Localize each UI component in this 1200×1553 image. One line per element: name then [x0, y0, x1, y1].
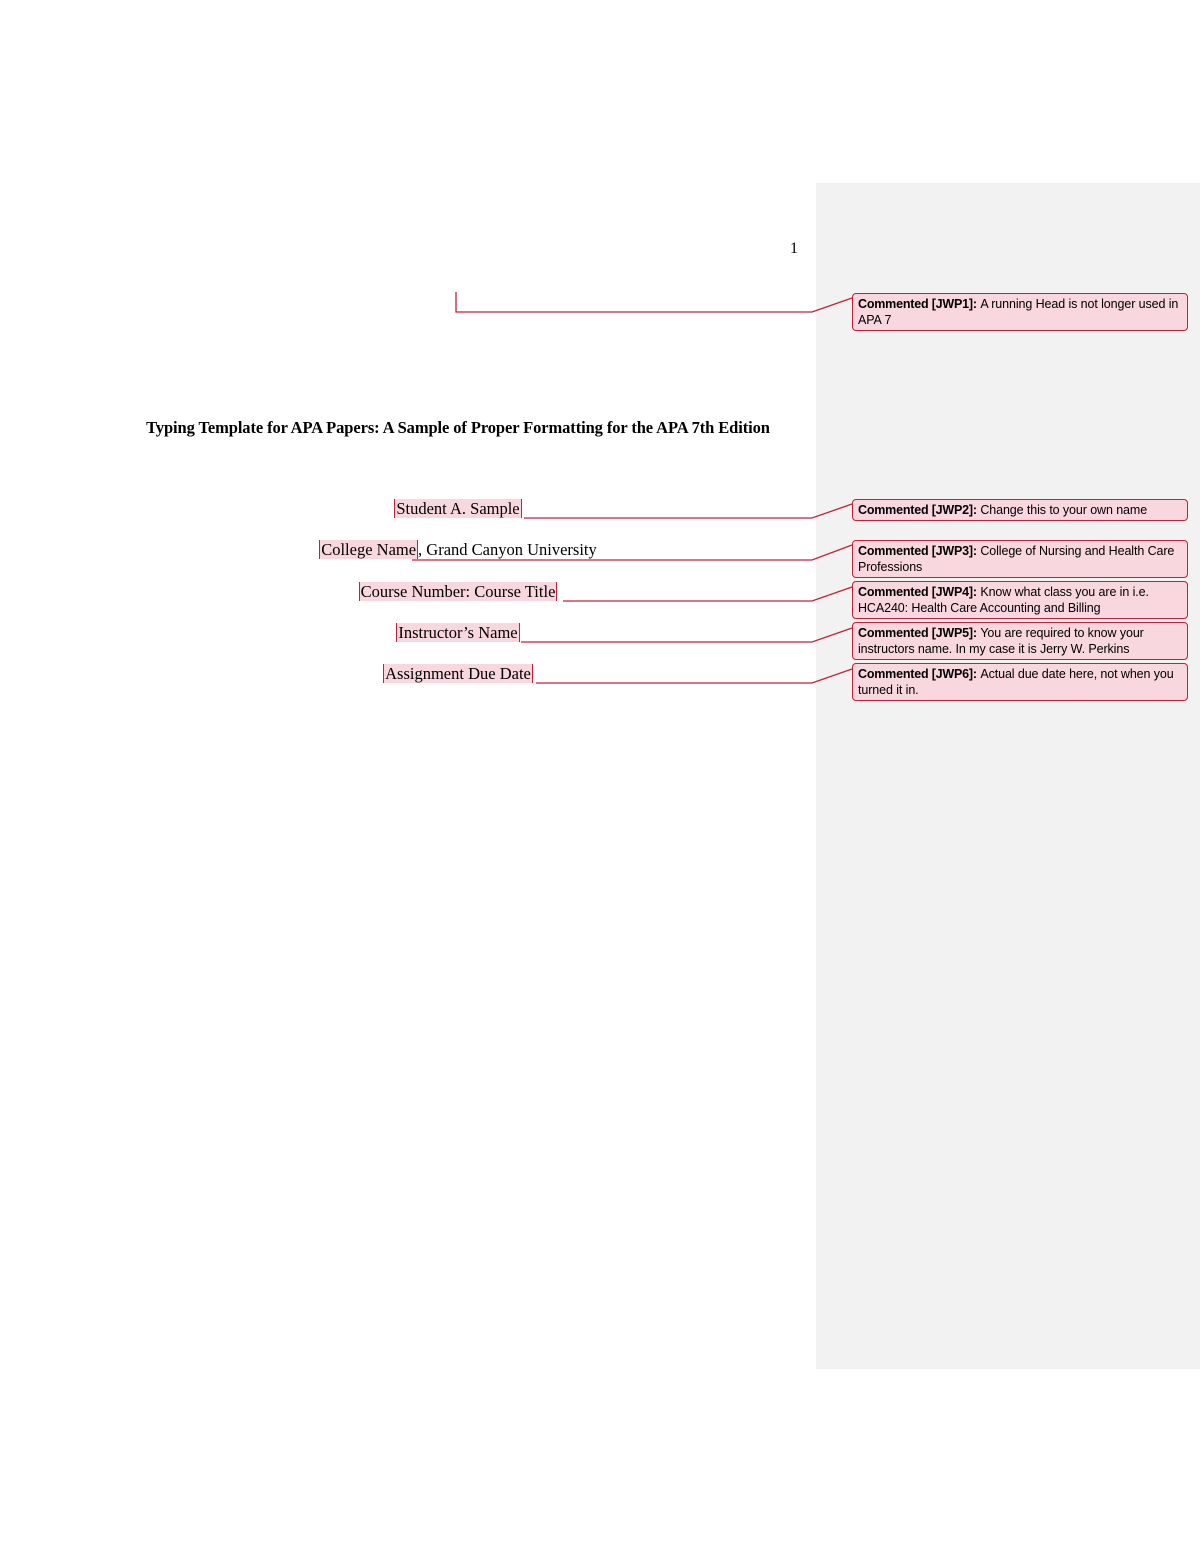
assignment-due-date[interactable]: Assignment Due Date	[385, 664, 531, 683]
instructor-name[interactable]: Instructor’s Name	[398, 623, 518, 642]
student-name[interactable]: Student A. Sample	[396, 499, 520, 518]
connector-jwp1	[456, 292, 852, 312]
comment-text: Actual due date here, not when you turned it in.	[858, 667, 1174, 697]
comment-text: College of Nursing and Health Care Professions	[858, 544, 1175, 574]
comment-jwp3[interactable]	[852, 540, 1188, 578]
document-title[interactable]: Typing Template for APA Papers: A Sample of Proper Formatting for the APA 7th Edition	[146, 418, 770, 437]
college-name[interactable]: College Name	[321, 540, 417, 559]
connector-jwp2	[524, 504, 852, 518]
comment-label: Commented [JWP6]:	[858, 667, 977, 681]
connector-jwp3	[412, 545, 852, 560]
connector-jwp5	[521, 628, 852, 642]
comment-label: Commented [JWP5]:	[858, 626, 977, 640]
comment-text: You are required to know your instructors name. In my case it is Jerry W. Perkins	[858, 626, 1144, 656]
comment-jwp4[interactable]	[852, 581, 1188, 619]
comment-label: Commented [JWP4]:	[858, 585, 977, 599]
connector-jwp6	[536, 669, 852, 683]
page-number: 1	[790, 240, 798, 257]
connector-jwp4	[563, 587, 852, 601]
comment-text: A running Head is not longer used in APA 7	[858, 297, 1179, 327]
course-number-title[interactable]: Course Number: Course Title	[360, 582, 556, 601]
comment-text: Change this to your own name	[980, 503, 1148, 517]
comment-jwp6[interactable]	[852, 663, 1188, 701]
comment-label: Commented [JWP2]:	[858, 503, 977, 517]
comment-jwp1[interactable]	[852, 293, 1188, 331]
comment-jwp2[interactable]	[852, 499, 1188, 521]
college-name-rest[interactable]: , Grand Canyon University	[418, 540, 597, 559]
comment-label: Commented [JWP1]:	[858, 297, 977, 311]
comment-jwp5[interactable]	[852, 622, 1188, 660]
comment-text: Know what class you are in i.e. HCA240: Health Care Accounting and Billing	[858, 585, 1149, 615]
comment-label: Commented [JWP3]:	[858, 544, 977, 558]
